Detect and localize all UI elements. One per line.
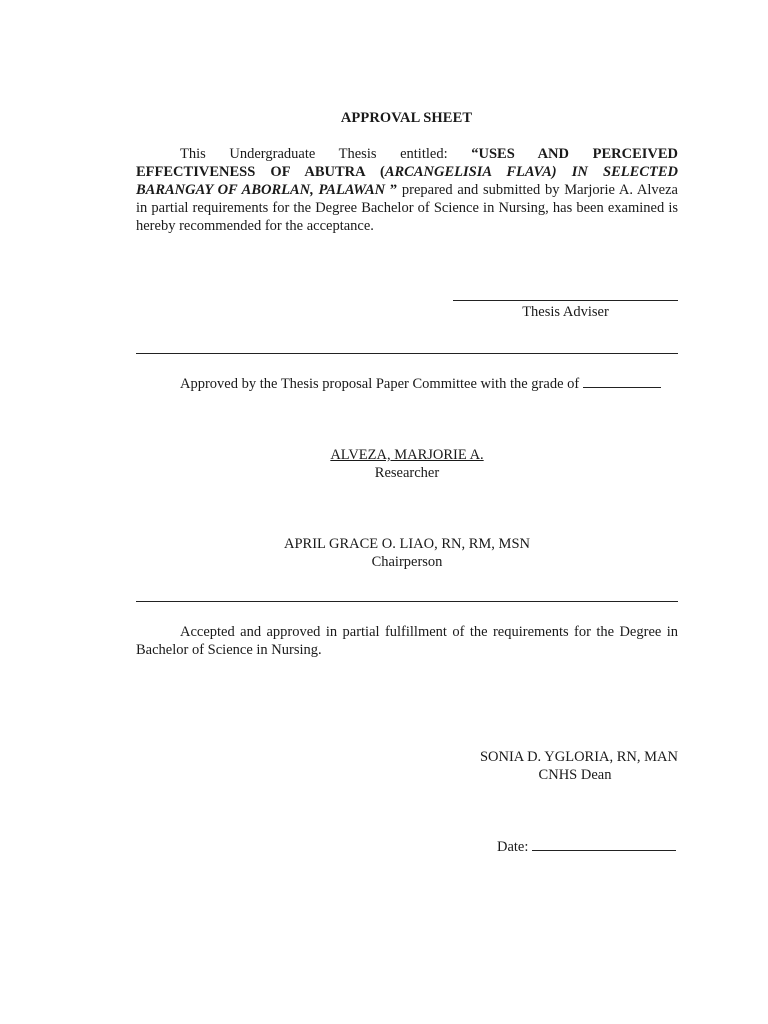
chairperson-block — [136, 535, 678, 571]
committee-text: Approved by the Thesis proposal Paper Committee with the grade of — [180, 376, 583, 392]
dean-name: SONIA D. YGLORIA, RN, MAN — [479, 749, 678, 765]
thesis-title-part-1: “USES AND PERCEIVED EFFECTIVENESS OF ABUTRA ( — [136, 146, 678, 180]
grade-blank — [583, 374, 661, 388]
page-title: APPROVAL SHEET — [340, 110, 473, 126]
section-divider-2 — [136, 601, 678, 602]
committee-approval-line — [136, 374, 678, 393]
dean-block — [472, 748, 678, 784]
adviser-label: Thesis Adviser — [522, 304, 609, 320]
section-divider-1 — [136, 353, 678, 354]
chairperson-name: APRIL GRACE O. LIAO, RN, RM, MSN — [284, 536, 530, 552]
thesis-title-close: ” — [389, 182, 398, 198]
intro-rest: prepared and submitted by Marjorie A. Alveza in partial requirements for the Degree Bachelor of Science in Nursing, has been examined is hereby recommended for the acceptance. — [136, 182, 678, 234]
acceptance-paragraph: Accepted and approved in partial fulfillment of the requirements for the Degree in Bachelor of Science in Nursing. — [136, 624, 678, 658]
chairperson-role: Chairperson — [371, 554, 443, 570]
date-blank — [532, 837, 676, 851]
adviser-signature-line — [453, 300, 678, 301]
researcher-block — [136, 446, 678, 482]
intro-lead: This Undergraduate Thesis entitled: — [180, 146, 472, 162]
dean-role: CNHS Dean — [538, 767, 612, 783]
intro-paragraph — [136, 145, 678, 235]
thesis-title-italic: ARCANGELISIA FLAVA) IN SELECTED BARANGAY OF ABORLAN, PALAWAN — [136, 164, 678, 198]
researcher-role: Researcher — [374, 465, 440, 481]
date-label: Date: — [497, 839, 533, 855]
researcher-name: ALVEZA, MARJORIE A. — [330, 447, 484, 463]
date-line — [497, 837, 676, 856]
